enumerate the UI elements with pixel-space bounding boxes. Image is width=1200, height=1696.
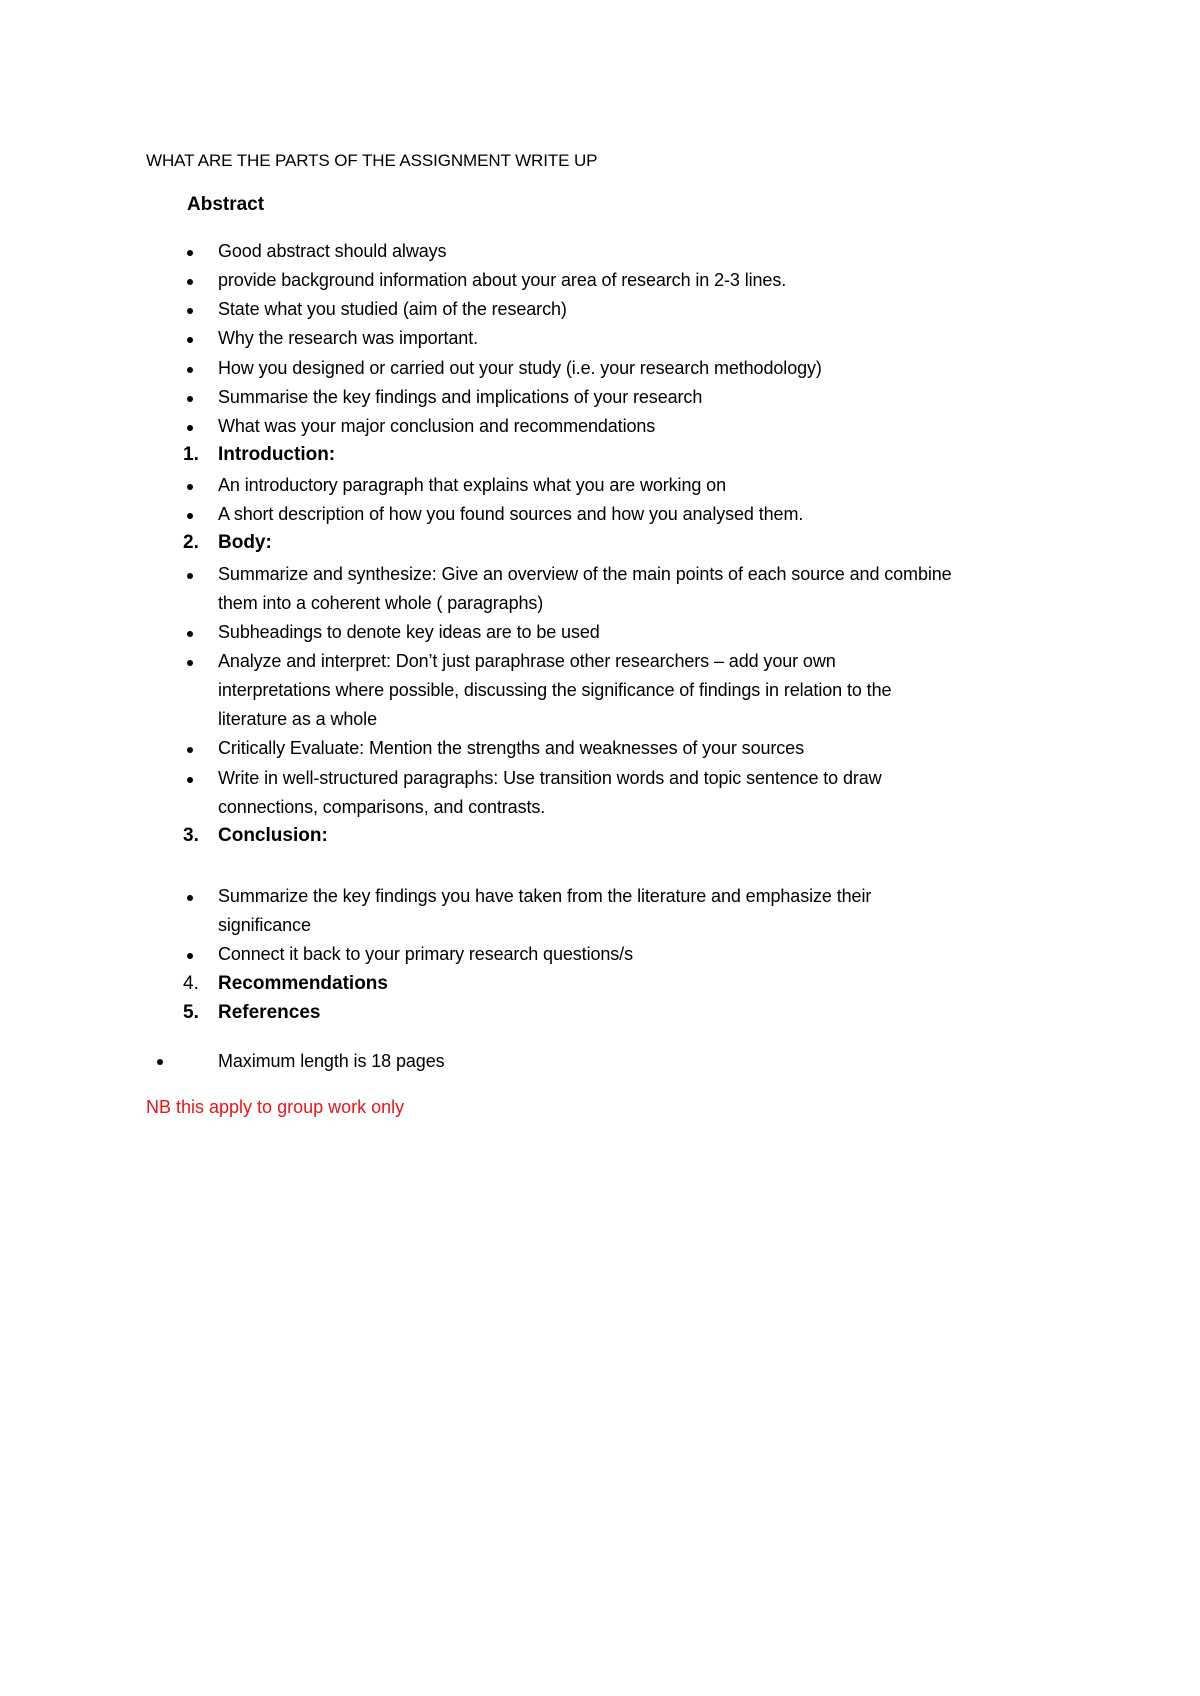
section-heading-recommendations: Recommendations (218, 973, 388, 994)
bullet-dot (187, 631, 193, 637)
bullet-dot (187, 747, 193, 753)
list-item: Summarize and synthesize: Give an overview of the main points of each source and combine (218, 564, 952, 584)
section-number: 4. (183, 973, 199, 994)
section-number: 3. (183, 825, 199, 846)
list-item: Good abstract should always (218, 241, 447, 261)
list-item-continuation: connections, comparisons, and contrasts. (218, 797, 546, 817)
bullet-dot (187, 279, 193, 285)
bullet-dot (187, 513, 193, 519)
section-heading-body: Body: (218, 532, 272, 553)
list-item: Summarize the key findings you have taken from the literature and emphasize their (218, 886, 872, 906)
bullet-dot (187, 425, 193, 431)
list-item-continuation: significance (218, 915, 311, 935)
list-item: An introductory paragraph that explains what you are working on (218, 475, 727, 495)
section-heading-introduction: Introduction: (218, 444, 336, 465)
list-item-continuation: literature as a whole (218, 709, 377, 729)
list-item: Summarise the key findings and implications of your research (218, 387, 703, 407)
bullet-dot (187, 573, 193, 579)
bullet-dot (187, 367, 193, 373)
list-item: provide background information about your area of research in 2-3 lines. (218, 270, 787, 290)
section-heading-conclusion: Conclusion: (218, 825, 328, 846)
list-item: Subheadings to denote key ideas are to be used (218, 622, 600, 642)
section-number: 5. (183, 1002, 199, 1023)
document-title: WHAT ARE THE PARTS OF THE ASSIGNMENT WRITE UP (146, 151, 598, 170)
bullet-dot (187, 308, 193, 314)
list-item: Analyze and interpret: Don’t just paraphrase other researchers – add your own (218, 651, 836, 671)
list-item: Why the research was important. (218, 328, 479, 348)
list-item: A short description of how you found sources and how you analysed them. (218, 504, 804, 524)
section-number: 2. (183, 532, 199, 553)
list-item-continuation: interpretations where possible, discussing the significance of findings in relation to the (218, 680, 892, 700)
bullet-dot (187, 250, 193, 256)
length-note: Maximum length is 18 pages (218, 1051, 445, 1071)
nb-note: NB this apply to group work only (146, 1097, 405, 1117)
section-heading-references: References (218, 1002, 321, 1023)
list-item: Critically Evaluate: Mention the strengths and weaknesses of your sources (218, 738, 804, 758)
list-item: State what you studied (aim of the research) (218, 299, 567, 319)
bullet-dot (187, 396, 193, 402)
list-item: How you designed or carried out your study (i.e. your research methodology) (218, 358, 822, 378)
list-item-continuation: them into a coherent whole ( paragraphs) (218, 593, 544, 613)
bullet-dot (187, 337, 193, 343)
bullet-dot (187, 484, 193, 490)
abstract-heading: Abstract (187, 194, 265, 215)
section-number: 1. (183, 444, 199, 465)
list-item: Connect it back to your primary research questions/s (218, 944, 633, 964)
list-item: Write in well-structured paragraphs: Use transition words and topic sentence to draw (218, 768, 882, 788)
bullet-dot (187, 777, 193, 783)
bullet-dot (187, 895, 193, 901)
bullet-dot (187, 953, 193, 959)
bullet-dot (187, 660, 193, 666)
list-item: What was your major conclusion and recommendations (218, 416, 656, 436)
bullet-dot (157, 1059, 163, 1065)
